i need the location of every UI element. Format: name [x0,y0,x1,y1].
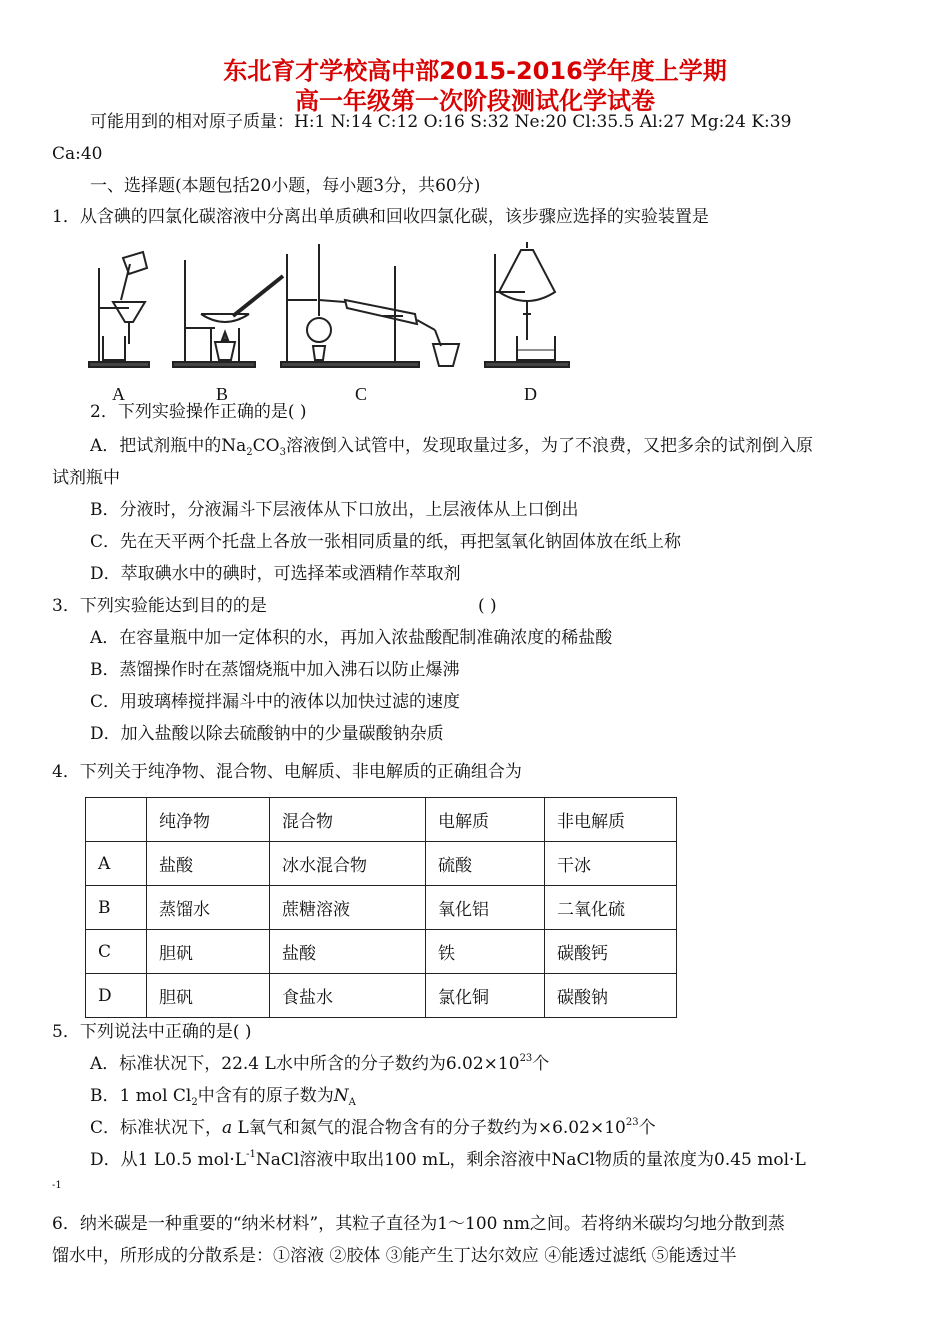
q3-option-a: A．在容量瓶中加一定体积的水，再加入浓盐酸配制准确浓度的稀盐酸 [90,628,613,648]
atomic-masses-line2: Ca:40 [52,144,103,164]
table-cell: 胆矾 [147,974,270,1018]
table-cell: 碳酸钙 [545,930,677,974]
table-header-row [86,798,677,842]
q3-option-b: B．蒸馏操作时在蒸馏烧瓶中加入沸石以防止爆沸 [90,660,460,680]
atomic-masses-line1: 可能用到的相对原子质量：H:1 N:14 C:12 O:16 S:32 Ne:20 Cl:35.5 Al:27 Mg:24 K:39 [90,112,792,132]
q3-answer-paren: ( ) [478,596,497,616]
table-cell: 硫酸 [426,842,545,886]
q3-option-c: C．用玻璃棒搅拌漏斗中的液体以加快过滤的速度 [90,692,461,712]
table-cell: A [86,842,147,886]
q2-option-d: D．萃取碘水中的碘时，可选择苯或酒精作萃取剂 [90,564,461,584]
q1-stem: 1．从含碘的四氯化碳溶液中分离出单质碘和回收四氯化碳，该步骤应选择的实验装置是 [52,207,709,227]
q2-option-c: C．先在天平两个托盘上各放一张相同质量的纸，再把氢氧化钠固体放在纸上称 [90,532,682,552]
exam-title-line2: 高一年级第一次阶段测试化学试卷 [295,87,655,115]
apparatus-label-b: B [216,384,229,404]
q4-stem: 4．下列关于纯净物、混合物、电解质、非电解质的正确组合为 [52,762,522,782]
q5-option-d-unit-exponent: -1 [52,1180,62,1191]
table-cell [86,798,147,842]
q6-line1: 6．纳米碳是一种重要的“纳米材料”，其粒子直径为1～100 nm之间。若将纳米碳均匀地分散到蒸 [52,1214,785,1234]
table-cell: 冰水混合物 [270,842,426,886]
q6-line2: 馏水中，所形成的分散系是：①溶液 ②胶体 ③能产生丁达尔效应 ④能透过滤纸 ⑤能透过半 [52,1246,737,1266]
q5-option-b: B．1 mol $Cl_2$中含有的原子数为$N_A$ [90,1086,356,1108]
table-cell: C [86,930,147,974]
table-cell: 胆矾 [147,930,270,974]
table-row [86,886,677,930]
q3-stem: 3．下列实验能达到目的的是 [52,596,267,616]
table-cell: 氯化铜 [426,974,545,1018]
q4-table [85,797,677,1018]
table-cell: B [86,886,147,930]
apparatus-c-distillation [281,244,459,367]
apparatus-label-d: D [524,384,537,404]
q2-option-a-cont: 试剂瓶中 [52,468,120,488]
apparatus-b-evaporation [173,260,283,367]
apparatus-a-filtration [89,252,149,367]
table-cell: D [86,974,147,1018]
table-cell: 混合物 [270,798,426,842]
q3-option-d: D．加入盐酸以除去硫酸钠中的少量碳酸钠杂质 [90,724,444,744]
q5-option-a: A．标准状况下，22.4 L水中所含的分子数约为$6.02\times 10^{23}$个 [90,1053,550,1074]
table-cell: 食盐水 [270,974,426,1018]
section-heading: 一、选择题(本题包括20小题，每小题3分，共60分) [90,176,481,196]
table-cell: 二氧化硫 [545,886,677,930]
apparatus-label-c: C [355,384,368,404]
table-cell: 蔗糖溶液 [270,886,426,930]
table-cell: 氧化铝 [426,886,545,930]
table-cell: 非电解质 [545,798,677,842]
apparatus-label-a: A [112,384,125,404]
table-cell: 纯净物 [147,798,270,842]
q5-option-c: C．标准状况下，a L氧气和氮气的混合物含有的分子数约为$\times 6.02\times 10^{23}$个 [90,1117,656,1138]
table-cell: 蒸馏水 [147,886,270,930]
table-row [86,974,677,1018]
exam-title-line1: 东北育才学校高中部2015-2016学年度上学期 [223,57,727,85]
q2-option-a: A．把试剂瓶中的$Na_2CO_3$溶液倒入试管中，发现取量过多，为了不浪费，又把多余的试剂倒入原 [90,436,813,458]
table-cell: 铁 [426,930,545,974]
q2-option-b: B．分液时，分液漏斗下层液体从下口放出，上层液体从上口倒出 [90,500,579,520]
q5-option-d: D．从1 L0.5 $mol\cdot L^{-1}NaCl$溶液中取出100 mL，剩余溶液中NaCl物质的量浓度为0.45 mol·L [90,1149,806,1170]
table-row [86,930,677,974]
apparatus-d-separatory-funnel [485,242,569,367]
table-cell: 电解质 [426,798,545,842]
q2-stem: 2．下列实验操作正确的是( ) [90,402,307,422]
lab-apparatus-figure [85,236,605,384]
table-row [86,842,677,886]
table-cell: 碳酸钠 [545,974,677,1018]
table-cell: 盐酸 [270,930,426,974]
table-cell: 盐酸 [147,842,270,886]
q5-stem: 5．下列说法中正确的是( ) [52,1022,252,1042]
table-cell: 干冰 [545,842,677,886]
